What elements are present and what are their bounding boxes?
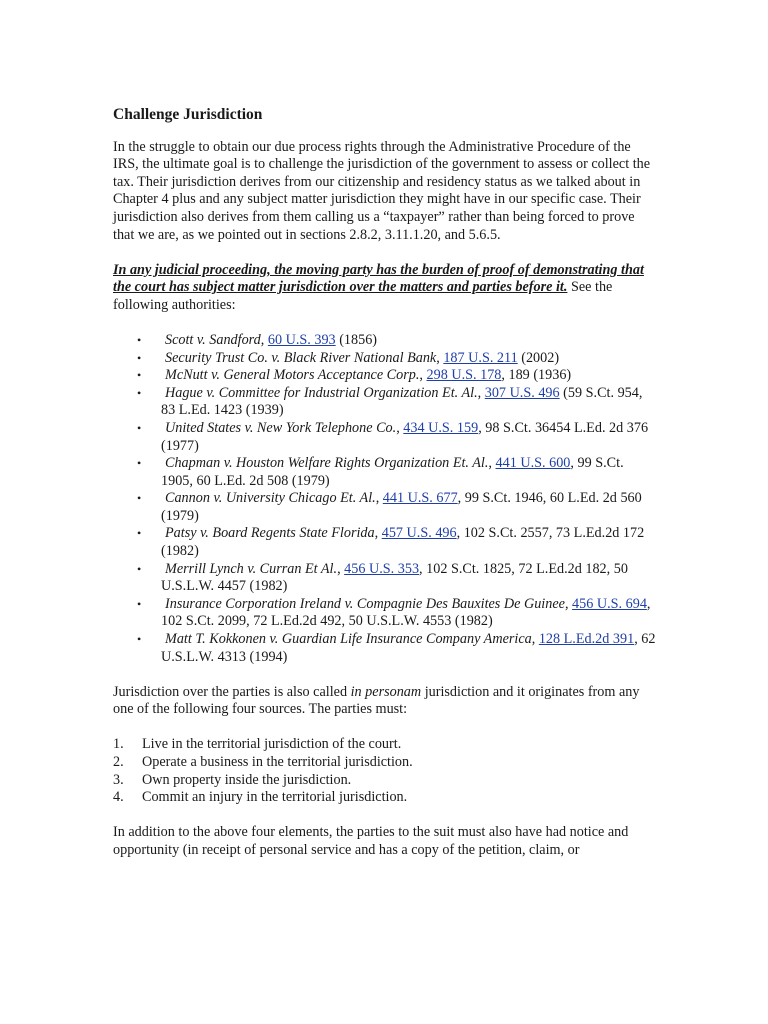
case-separator: , — [477, 384, 485, 401]
case-separator: , — [436, 349, 444, 366]
case-name: Chapman v. Houston Welfare Rights Organization Et. Al. — [165, 455, 489, 472]
case-citation-link[interactable]: 60 U.S. 393 — [267, 331, 336, 348]
case-details: , 98 S.Ct. 36454 L.Ed. 2d 376 (1977) — [161, 419, 649, 454]
case-name: Cannon v. University Chicago Et. Al. — [165, 490, 376, 507]
case-item — [113, 561, 658, 596]
case-item — [113, 332, 658, 350]
case-name: Security Trust Co. v. Black River National Bank — [165, 349, 437, 366]
case-name: Patsy v. Board Regents State Florida — [165, 525, 375, 542]
case-separator: , — [531, 631, 539, 648]
case-name: Merrill Lynch v. Curran Et Al. — [165, 560, 338, 577]
case-separator: , — [488, 455, 496, 472]
in-personam-paragraph — [113, 684, 658, 719]
bullet-icon: • — [137, 632, 142, 647]
case-name: McNutt v. General Motors Acceptance Corp. — [165, 367, 420, 384]
case-separator: , — [337, 560, 345, 577]
case-name: Hague v. Committee for Industrial Organization Et. Al. — [165, 384, 478, 401]
case-item — [113, 420, 658, 455]
case-citation-link[interactable]: 434 U.S. 159 — [403, 419, 479, 436]
see-authorities-text: See the following authorities: — [113, 279, 613, 313]
case-name: Insurance Corporation Ireland v. Compagnie Des Bauxites De Guinee — [165, 595, 565, 612]
bullet-icon: • — [137, 368, 142, 383]
in-personam-text-b: jurisdiction and it originates from any one of the following four sources. The parties must: — [113, 683, 640, 718]
intro-paragraph: In the struggle to obtain our due process rights through the Administrative Procedure of the IRS, the ultimate goal is to challenge the jurisdiction of the government to assess or collect the tax. Their jurisdiction derives from our citizenship and residency status as we talked about in Chapter 4 plus and any subject matter jurisdiction they might have in our specific case. Their jurisdiction also derives from them calling us a “taxpayer” rather than being forced to prove that we are, as we pointed out in sections 2.8.2, 3.11.1.20, and 5.6.5. — [113, 138, 651, 243]
case-details: , 99 S.Ct. 1946, 60 L.Ed. 2d 560 (1979) — [161, 490, 642, 524]
case-item — [113, 350, 658, 368]
case-details: , 99 S.Ct. 1905, 60 L.Ed. 2d 508 (1979) — [161, 455, 624, 489]
source-text: Own property inside the jurisdiction. — [142, 771, 352, 788]
bullet-icon: • — [137, 350, 142, 365]
bullet-icon: • — [137, 456, 142, 471]
case-citation-link[interactable]: 128 L.Ed.2d 391 — [538, 631, 635, 648]
bullet-icon: • — [137, 385, 142, 400]
case-citation-link[interactable]: 456 U.S. 694 — [572, 595, 647, 612]
case-details: , 189 (1936) — [501, 367, 572, 384]
bullet-icon: • — [137, 420, 142, 435]
source-number: 4. — [113, 789, 124, 806]
source-item — [113, 754, 658, 772]
notice-paragraph: In addition to the above four elements, the parties to the suit must also have had notice and opportunity (in receipt of personal service and has a copy of the petition, claim, or — [113, 824, 629, 858]
in-personam-term: in personam — [350, 683, 422, 700]
case-item — [113, 385, 658, 420]
source-item — [113, 789, 658, 807]
in-personam-text-a: Jurisdiction over the parties is also called — [113, 683, 351, 700]
case-details: (2002) — [517, 349, 560, 366]
case-item — [113, 631, 658, 666]
bullet-icon: • — [137, 596, 142, 611]
case-item — [113, 367, 658, 385]
source-number: 3. — [113, 771, 124, 788]
bullet-icon: • — [137, 332, 142, 347]
source-number: 2. — [113, 754, 124, 770]
case-separator: , — [374, 525, 382, 542]
bullet-icon: • — [137, 526, 142, 541]
case-details: , 102 S.Ct. 2557, 73 L.Ed.2d 172 (1982) — [161, 525, 645, 560]
burden-paragraph — [113, 262, 658, 315]
bullet-icon: • — [137, 491, 142, 506]
case-details: (1856) — [335, 331, 378, 348]
source-text: Commit an injury in the territorial jurisdiction. — [142, 789, 408, 806]
page-title: Challenge Jurisdiction — [113, 106, 263, 123]
case-separator: , — [396, 419, 404, 436]
case-details: , 62 U.S.L.W. 4313 (1994) — [161, 631, 656, 665]
source-item — [113, 736, 658, 754]
source-number: 1. — [113, 736, 124, 753]
case-citation-link[interactable]: 298 U.S. 178 — [426, 367, 502, 384]
case-item — [113, 490, 658, 525]
burden-statement: In any judicial proceeding, the moving party has the burden of proof of demonstrating that the court has subject matter jurisdiction over the matters and parties before it. — [113, 261, 644, 296]
source-text: Operate a business in the territorial jurisdiction. — [142, 754, 413, 770]
document-body — [113, 106, 658, 859]
case-authorities-list — [113, 332, 658, 666]
case-name: United States v. New York Telephone Co. — [165, 419, 397, 436]
case-citation-link[interactable]: 441 U.S. 677 — [382, 490, 458, 507]
case-item — [113, 455, 658, 490]
case-details: , 102 S.Ct. 2099, 72 L.Ed.2d 492, 50 U.S.L.W. 4553 (1982) — [161, 595, 651, 630]
jurisdiction-sources-list — [113, 736, 658, 806]
source-item — [113, 772, 658, 790]
case-citation-link[interactable]: 307 U.S. 496 — [484, 384, 560, 401]
case-citation-link[interactable]: 457 U.S. 496 — [381, 525, 457, 542]
case-citation-link[interactable]: 441 U.S. 600 — [495, 455, 571, 472]
source-text: Live in the territorial jurisdiction of the court. — [142, 736, 402, 753]
case-citation-link[interactable]: 456 U.S. 353 — [344, 560, 420, 577]
case-separator: , — [564, 595, 573, 612]
case-details: (59 S.Ct. 954, 83 L.Ed. 1423 (1939) — [161, 384, 643, 419]
case-name: Matt T. Kokkonen v. Guardian Life Insurance Company America — [165, 631, 532, 648]
case-details: , 102 S.Ct. 1825, 72 L.Ed.2d 182, 50 U.S.L.W. 4457 (1982) — [161, 560, 628, 595]
case-name: Scott v. Sandford — [165, 331, 261, 348]
case-separator: , — [375, 490, 383, 507]
case-item — [113, 525, 658, 560]
case-separator: , — [419, 367, 427, 384]
case-separator: , — [260, 331, 268, 348]
case-citation-link[interactable]: 187 U.S. 211 — [443, 349, 518, 366]
bullet-icon: • — [137, 561, 142, 576]
case-item — [113, 596, 658, 631]
